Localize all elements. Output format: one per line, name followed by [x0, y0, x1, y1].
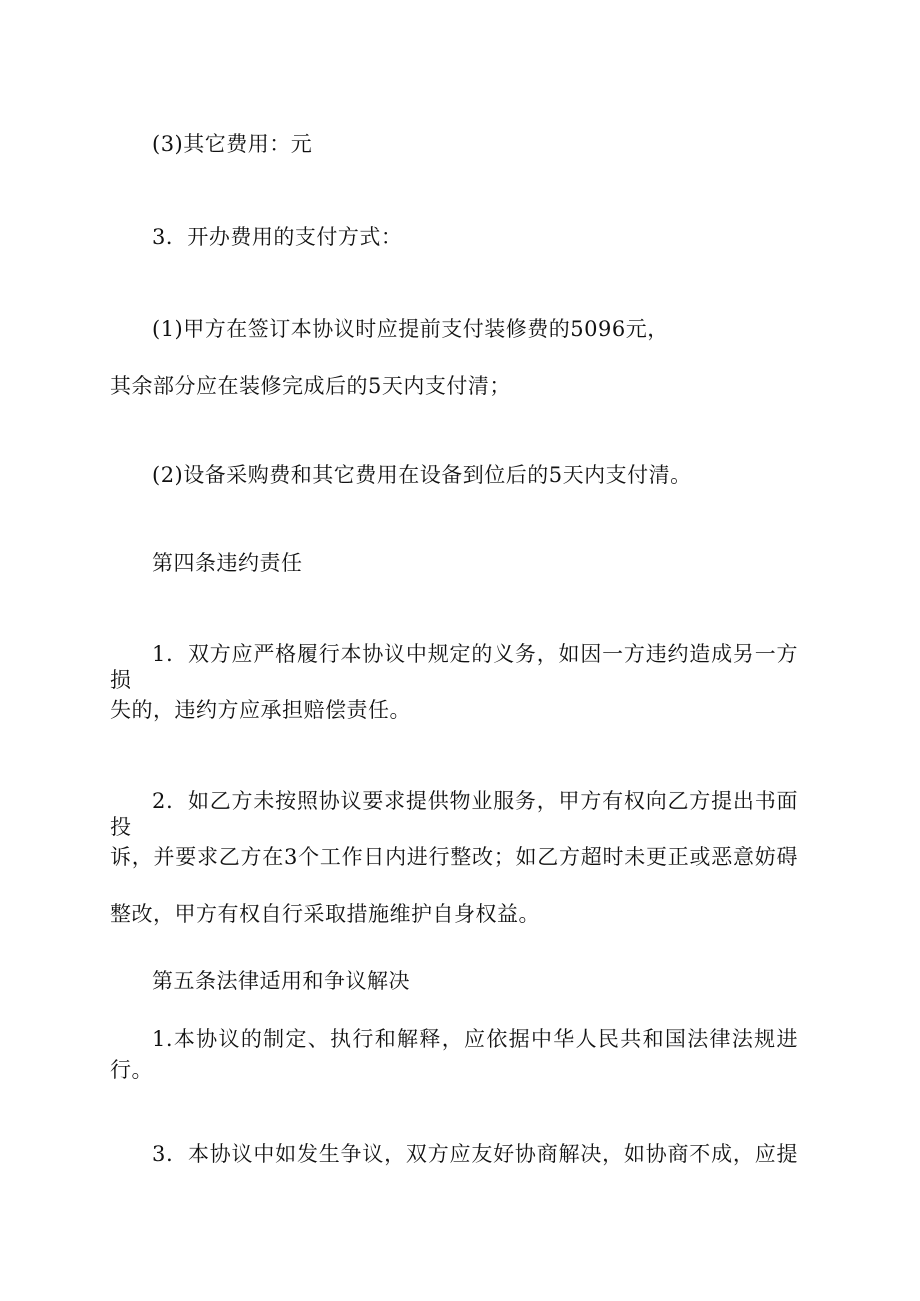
paragraph-payment-1-line2: 其余部分应在装修完成后的5天内支付清； — [110, 374, 511, 398]
paragraph-breach-2-line3: 整改，甲方有权自行采取措施维护自身权益。 — [110, 902, 540, 926]
paragraph-payment-1-line1: (1)甲方在签订本协议时应提前支付装修费的5096元， — [152, 317, 669, 341]
section-heading-breach-liability: 第四条违约责任 — [152, 551, 303, 575]
paragraph-law-1-line1: 1.本协议的制定、执行和解释，应依据中华人民共和国法律法规进 — [152, 1027, 798, 1051]
paragraph-other-fees: (3)其它费用：元 — [152, 132, 313, 156]
paragraph-breach-1-line2: 失的，违约方应承担赔偿责任。 — [110, 698, 411, 722]
paragraph-payment-2: (2)设备采购费和其它费用在设备到位后的5天内支付清。 — [152, 463, 692, 487]
section-heading-law-and-disputes: 第五条法律适用和争议解决 — [152, 969, 410, 993]
paragraph-breach-2-line1: 2．如乙方未按照协议要求提供物业服务，甲方有权向乙方提出书面投 — [110, 789, 798, 839]
paragraph-breach-2-line2: 诉，并要求乙方在3个工作日内进行整改；如乙方超时未更正或恶意妨碍 — [110, 845, 798, 869]
paragraph-breach-1-line1: 1．双方应严格履行本协议中规定的义务，如因一方违约造成另一方损 — [110, 642, 798, 692]
paragraph-payment-method-heading: 3．开办费用的支付方式： — [152, 225, 403, 249]
paragraph-law-3-line1: 3．本协议中如发生争议，双方应友好协商解决，如协商不成，应提 — [152, 1142, 798, 1166]
paragraph-law-1-line2: 行。 — [110, 1058, 153, 1082]
